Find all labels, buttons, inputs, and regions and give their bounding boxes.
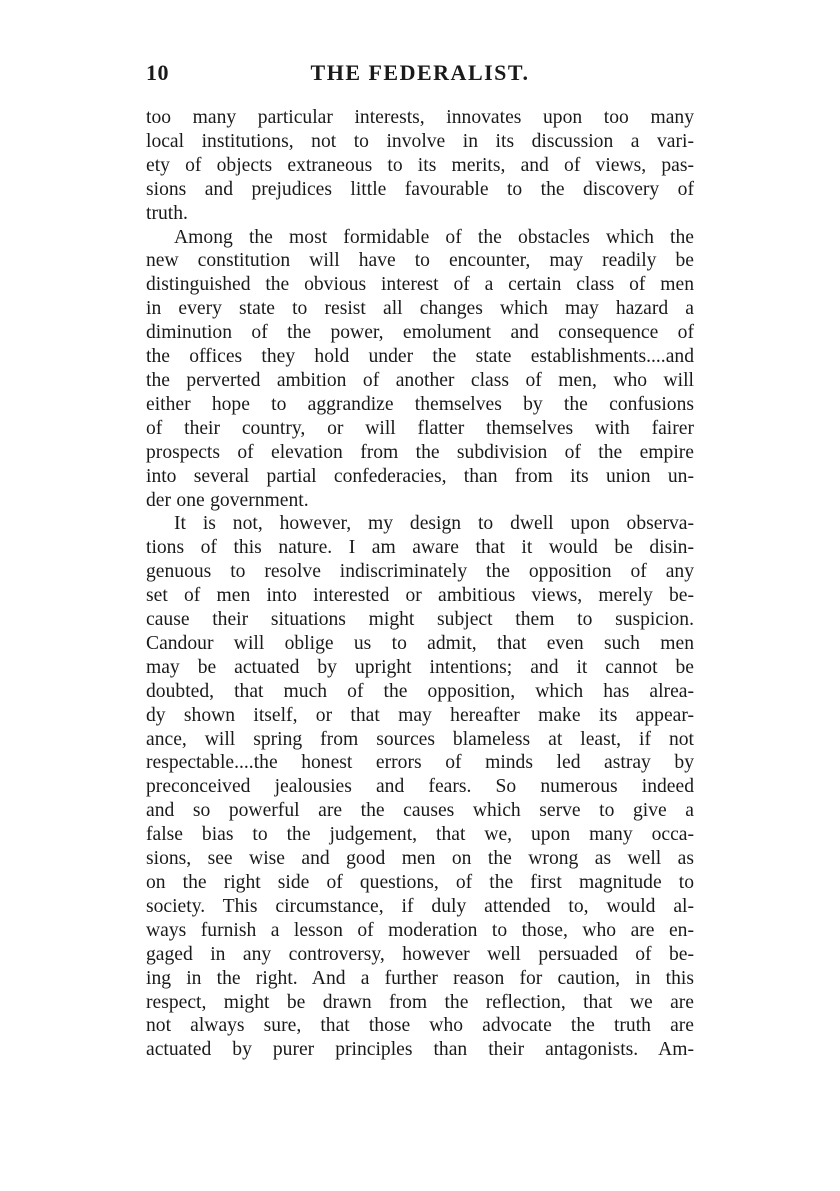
text-line: preconceived jealousies and fears. So numerous indeed (146, 776, 694, 798)
text-line: sions and prejudices little favourable to the discovery of (146, 178, 694, 200)
text-line: the offices they hold under the state establishments....and (146, 346, 694, 368)
text-line: on the right side of questions, of the first magnitude to (146, 872, 694, 893)
page-number: 10 (146, 60, 169, 85)
text-line: gaged in any controversy, however well persuaded of be- (146, 943, 694, 965)
page-header (146, 60, 694, 94)
text-line: respectable....the honest errors of minds led astray by (146, 752, 694, 774)
text-line: either hope to aggrandize themselves by the confusions (146, 393, 694, 415)
body-text (146, 106, 694, 1062)
text-line: actuated by purer principles than their antagonists. Am- (146, 1039, 694, 1061)
text-line: ing in the right. And a further reason for caution, in this (146, 967, 694, 989)
text-line: not always sure, that those who advocate the truth are (146, 1015, 694, 1037)
text-line: prospects of elevation from the subdivision of the empire (146, 441, 694, 463)
paragraph-start-line: Among the most formidable of the obstacles which the (174, 226, 694, 248)
text-line: doubted, that much of the opposition, which has alrea- (146, 680, 694, 702)
text-line: respect, might be drawn from the reflection, that we are (146, 991, 694, 1013)
text-line: into several partial confederacies, than from its union un- (146, 465, 694, 487)
text-line: the perverted ambition of another class of men, who will (146, 369, 694, 391)
running-head: THE FEDERALIST. (310, 60, 530, 85)
text-line: ance, will spring from sources blameless at least, if not (146, 728, 694, 750)
text-line: too many particular interests, innovates upon too many (146, 107, 694, 128)
text-line: and so powerful are the causes which serve to give a (146, 800, 694, 822)
text-line: local institutions, not to involve in its discussion a vari- (146, 130, 694, 152)
text-line: genuous to resolve indiscriminately the opposition of any (146, 561, 694, 583)
text-line: ways furnish a lesson of moderation to those, who are en- (146, 919, 694, 941)
text-line: society. This circumstance, if duly attended to, would al- (146, 895, 694, 917)
text-line: false bias to the judgement, that we, upon many occa- (146, 824, 694, 846)
text-line: in every state to resist all changes which may hazard a (146, 298, 694, 320)
text-line: der one government. (146, 489, 309, 511)
text-line: distinguished the obvious interest of a certain class of men (146, 274, 694, 296)
text-line: cause their situations might subject them to suspicion. (146, 609, 694, 631)
text-line: dy shown itself, or that may hereafter make its appear- (146, 704, 694, 726)
text-line: ety of objects extraneous to its merits, and of views, pas- (146, 154, 694, 176)
text-line: new constitution will have to encounter, may readily be (146, 250, 694, 272)
text-line: set of men into interested or ambitious views, merely be- (146, 585, 694, 607)
text-line: truth. (146, 202, 188, 224)
paragraph-start-line: It is not, however, my design to dwell upon observa- (174, 513, 694, 535)
text-line: sions, see wise and good men on the wrong as well as (146, 848, 694, 870)
text-line: of their country, or will flatter themselves with fairer (146, 417, 694, 439)
text-line: may be actuated by upright intentions; and it cannot be (146, 656, 694, 678)
text-line: Candour will oblige us to admit, that even such men (146, 632, 694, 654)
text-line: tions of this nature. I am aware that it would be disin- (146, 537, 694, 559)
text-line: diminution of the power, emolument and consequence of (146, 322, 694, 344)
